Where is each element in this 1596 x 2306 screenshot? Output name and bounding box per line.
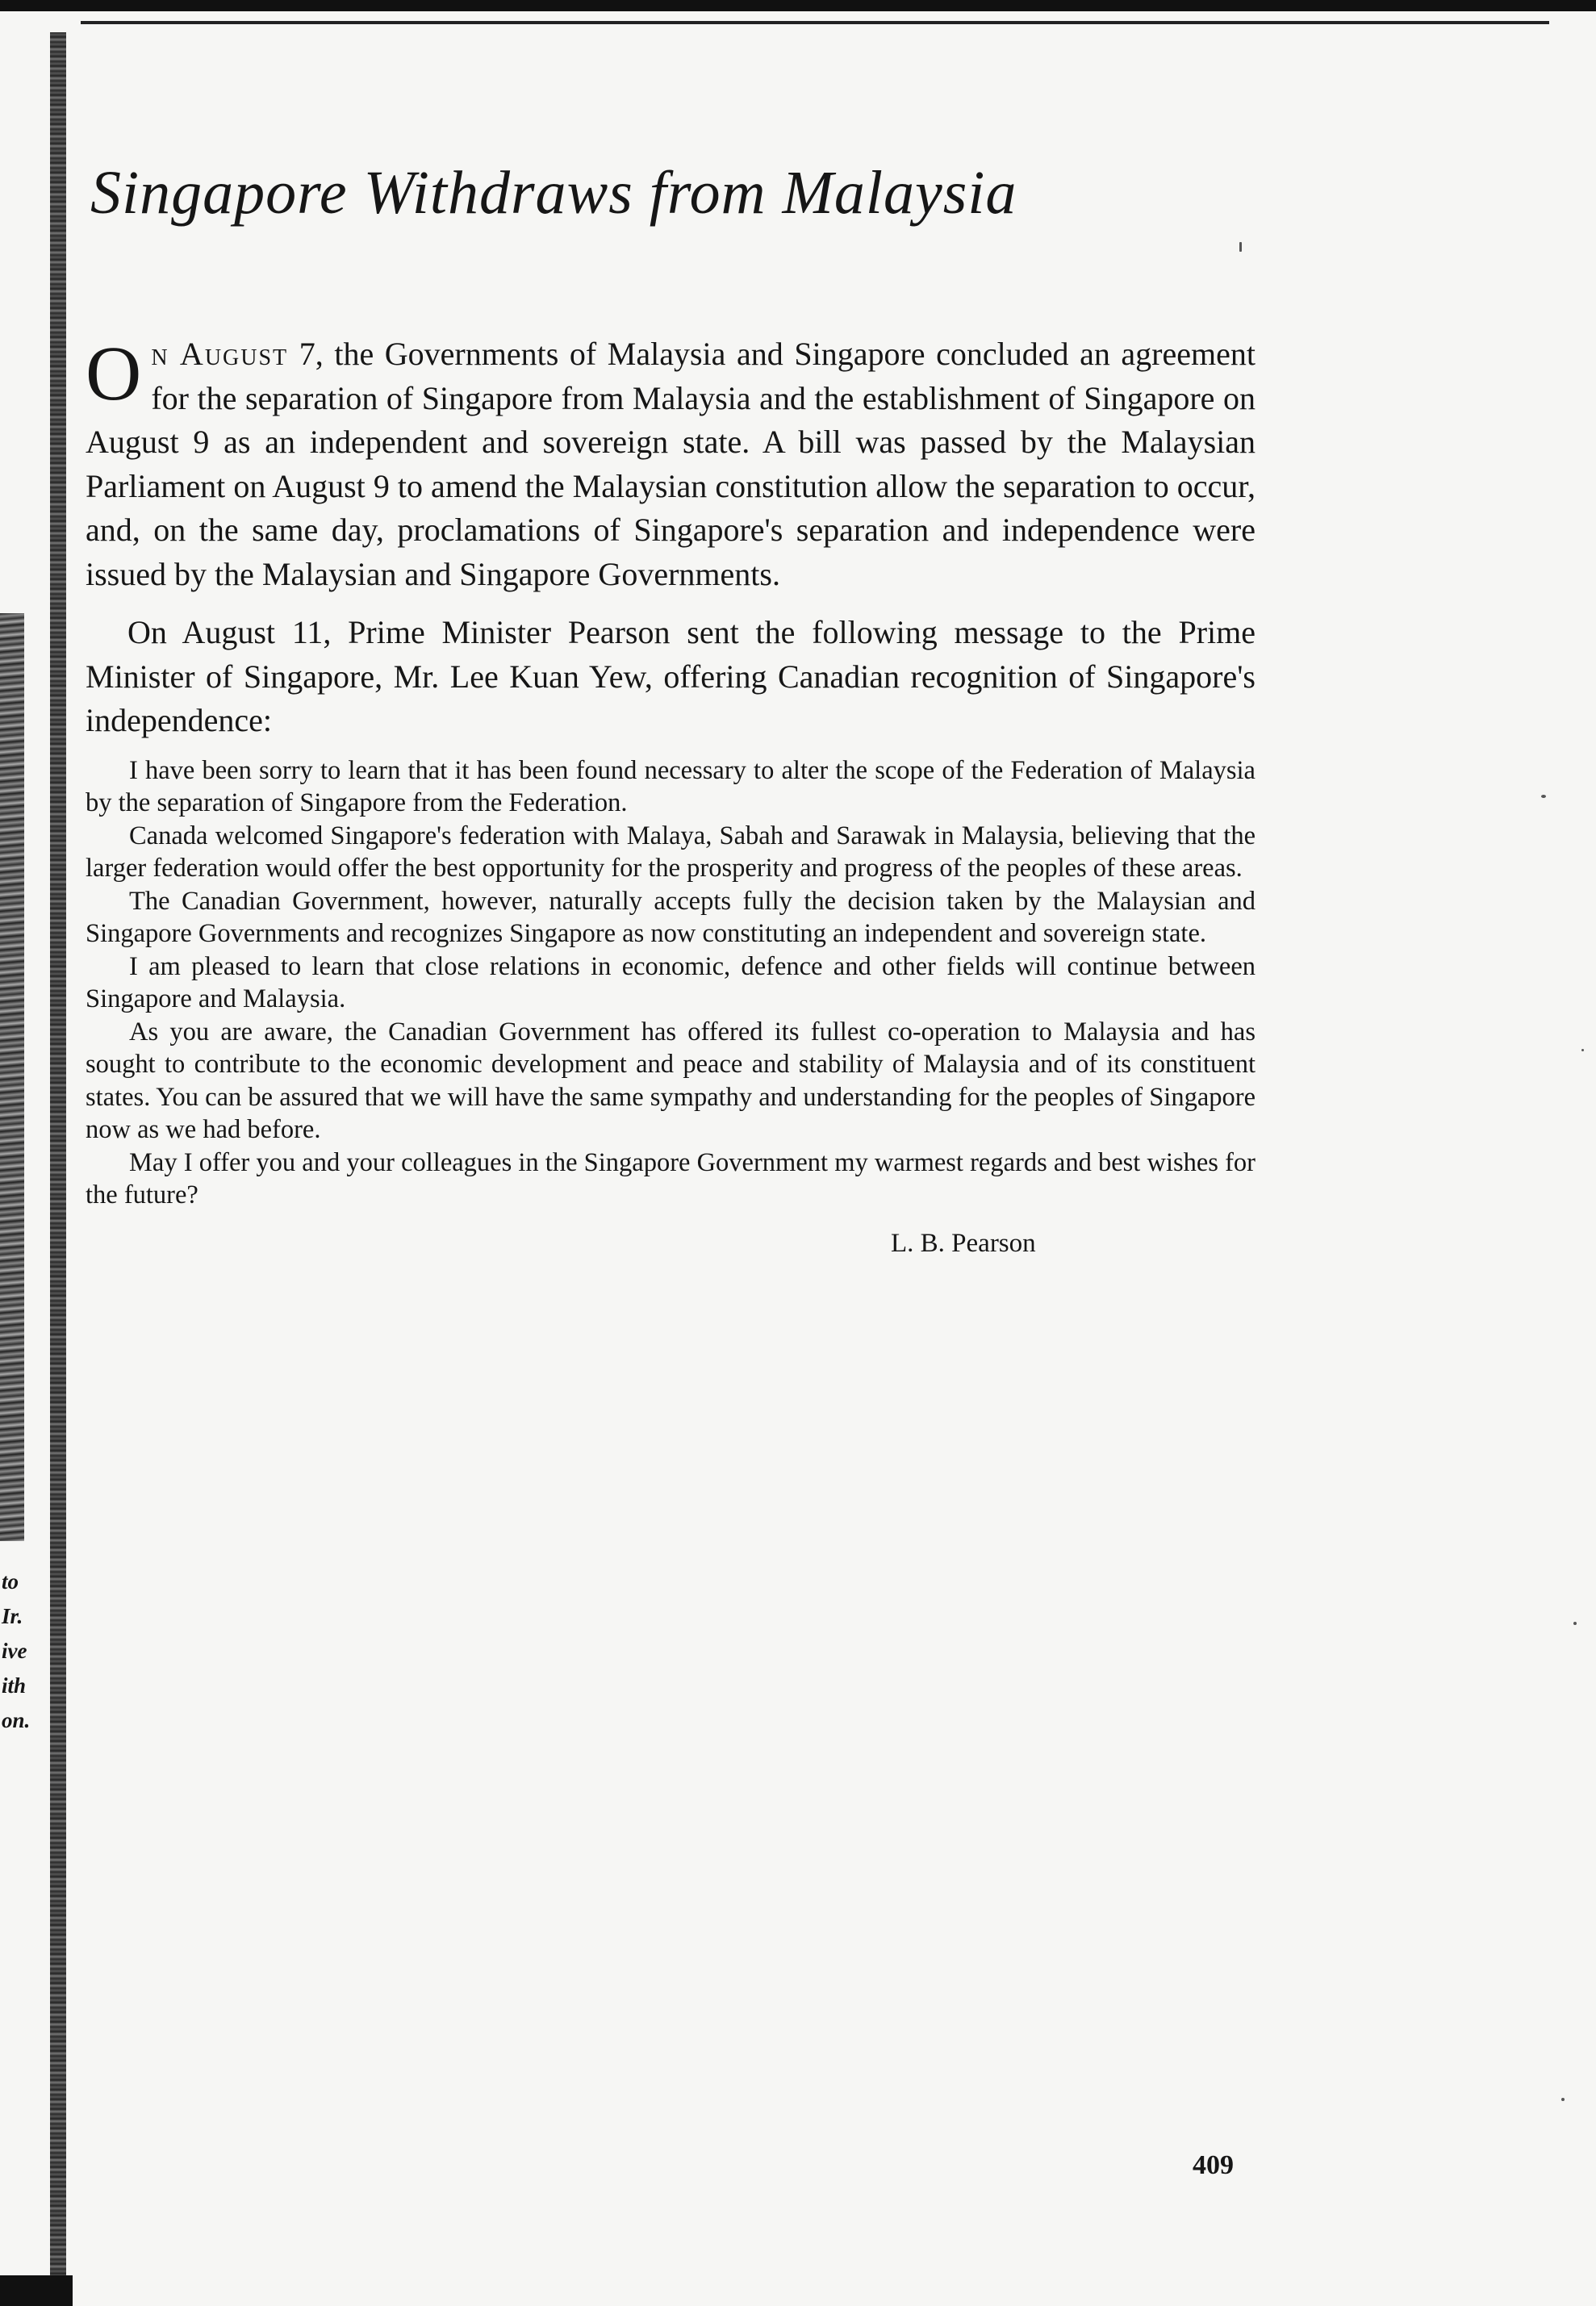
scan-speck [1239, 242, 1242, 252]
signature: L. B. Pearson [891, 1228, 1036, 1258]
message-paragraph: Canada welcomed Singapore's federation with Malaya, Sabah and Sarawak in Malaysia, believing that the larger federation would offer the best opportunity for the prosperity and progress of the peoples of these areas. [86, 821, 1255, 883]
page-gutter-shadow [50, 32, 66, 2306]
message-paragraph: I have been sorry to learn that it has been found necessary to alter the scope of the Federation of Malaysia by the separation of Singapore from the Federation. [86, 755, 1255, 817]
intro-text: 7, the Governments of Malaysia and Singapore concluded an agreement for the separation of Singapore from Malaysia and the establishment of Singapore on August 9 as an independent and sovereign state. A bill was passed by the Malaysian Parliament on August 9 to amend the Malaysian constitution allow the separation to occur, and, on the same day, proclamations of Singapore's separation and independence were issued by the Malaysian and Singapore Governments. [86, 336, 1255, 592]
article-title: Singapore Withdraws from Malaysia [90, 159, 1017, 227]
intro-paragraph [86, 332, 1255, 596]
scan-bottom-edge [0, 2275, 73, 2306]
message-paragraph: The Canadian Government, however, naturally accepts fully the decision taken by the Malaysian and Singapore Governments and recognizes Singapore as now constituting an independent and sovereign state. [86, 886, 1255, 948]
margin-fragment: Ir. [2, 1604, 23, 1628]
lead-small-caps: n August [151, 336, 289, 372]
facing-page-edge [0, 613, 24, 1541]
margin-fragment: ith [2, 1673, 27, 1698]
drop-cap: O [86, 330, 142, 416]
scan-speck [1573, 1622, 1577, 1625]
scan-speck [1541, 795, 1546, 798]
margin-fragment: ive [2, 1639, 27, 1663]
message-paragraph: As you are aware, the Canadian Government has offered its fullest co-operation to Malaysia and has sought to contribute to the economic development and peace and stability of Malaysia and of its constituent states. You can be assured that we will have the same sympathy and understanding for the peoples of Singapore now as we had before. [86, 1017, 1255, 1144]
message-paragraph: I am pleased to learn that close relations in economic, defence and other fields will continue between Singapore and Malaysia. [86, 951, 1255, 1013]
pearson-message [86, 754, 1255, 1212]
scan-speck [1581, 1049, 1584, 1051]
margin-fragment: on. [2, 1708, 31, 1732]
message-paragraph: May I offer you and your colleagues in the Singapore Government my warmest regards and best wishes for the future? [86, 1147, 1255, 1209]
margin-fragment: to [2, 1569, 19, 1594]
header-rule [81, 21, 1549, 24]
scan-top-edge [0, 0, 1596, 11]
article-body [86, 332, 1255, 1260]
page-number: 409 [1193, 2150, 1234, 2180]
scan-speck [1561, 2098, 1565, 2101]
second-paragraph: On August 11, Prime Minister Pearson sent the following message to the Prime Minister of Singapore, Mr. Lee Kuan Yew, offering Canadian recognition of Singapore's independence: [86, 614, 1255, 738]
